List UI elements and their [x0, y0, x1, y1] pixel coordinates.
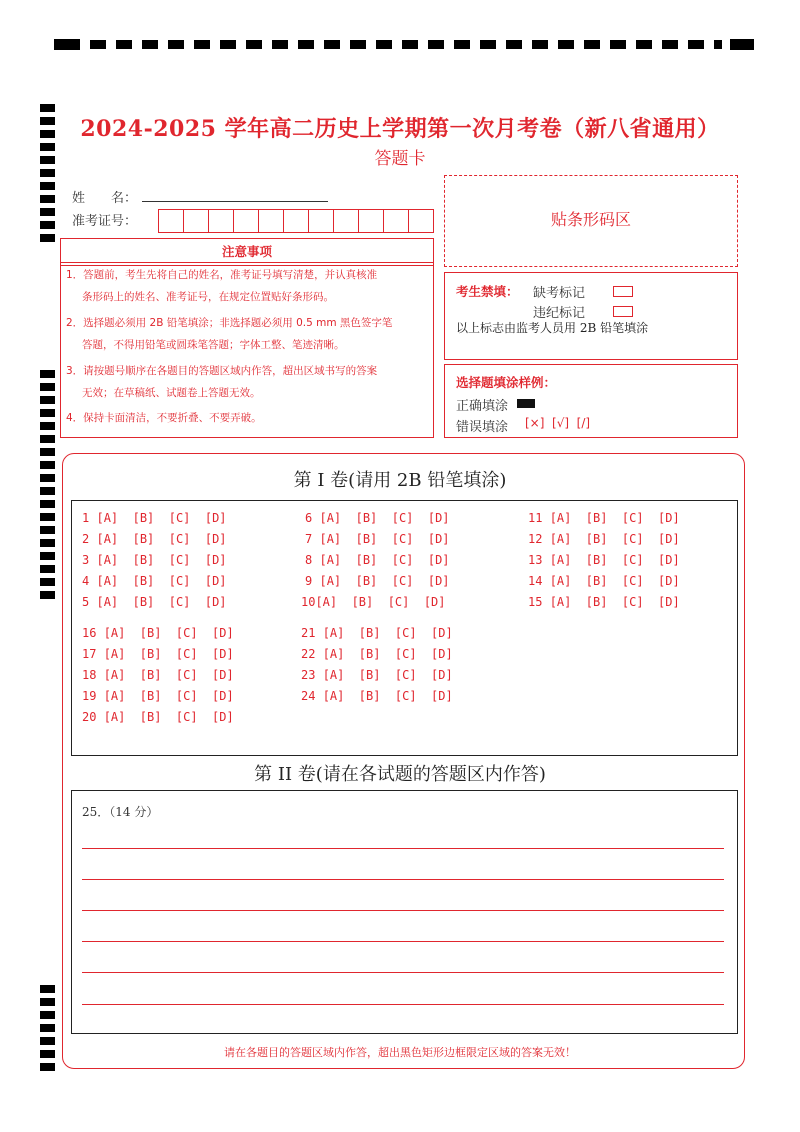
absent-label: 缺考标记 — [533, 286, 586, 301]
answer-line[interactable] — [82, 941, 724, 942]
notice-item-1: 1．答题前，考生先将自己的姓名，准考证号填写清楚，并认真核准 条形码上的姓名、准考证号，在规定位置贴好条形码。 — [66, 269, 378, 303]
forbidden-title: 考生禁填： — [456, 284, 519, 299]
page-subtitle: 答题卡 — [374, 149, 426, 169]
question-22[interactable]: 22 [A] [B] [C] [D] — [301, 647, 453, 661]
section2-title: 第 II 卷(请在各试题的答题区内作答) — [254, 764, 546, 785]
question-19[interactable]: 19 [A] [B] [C] [D] — [82, 689, 234, 703]
answer-line[interactable] — [82, 910, 724, 911]
notice-item-2: 2．选择题必须用 2B 铅笔填涂；非选择题必须用 0.5 mm 黑色签字笔 答题，不得用铅笔或圆珠笔答题；字体工整、笔迹清晰。 — [66, 317, 393, 351]
question-14[interactable]: 14 [A] [B] [C] [D] — [528, 574, 680, 588]
question-5[interactable]: 5 [A] [B] [C] [D] — [82, 595, 227, 609]
barcode-label: 贴条形码区 — [550, 210, 631, 229]
question-20[interactable]: 20 [A] [B] [C] [D] — [82, 710, 234, 724]
absent-checkbox[interactable] — [613, 286, 633, 297]
wrong-label: 错误填涂 — [456, 420, 509, 435]
question-2[interactable]: 2 [A] [B] [C] [D] — [82, 532, 227, 546]
answer-line[interactable] — [82, 848, 724, 849]
question-16[interactable]: 16 [A] [B] [C] [D] — [82, 626, 234, 640]
question-7[interactable]: 7 [A] [B] [C] [D] — [305, 532, 450, 546]
question-1[interactable]: 1 [A] [B] [C] [D] — [82, 511, 227, 525]
notice-title: 注意事项 — [221, 244, 272, 259]
violation-checkbox[interactable] — [613, 306, 633, 317]
question-11[interactable]: 11 [A] [B] [C] [D] — [528, 511, 680, 525]
name-label: 姓 名： — [72, 191, 138, 206]
question-12[interactable]: 12 [A] [B] [C] [D] — [528, 532, 680, 546]
notice-item-4: 4．保持卡面清洁，不要折叠、不要弄破。 — [66, 412, 262, 424]
sample-title: 选择题填涂样例： — [456, 375, 557, 390]
correct-label: 正确填涂 — [456, 399, 509, 414]
answer-line[interactable] — [82, 1004, 724, 1005]
question-15[interactable]: 15 [A] [B] [C] [D] — [528, 595, 680, 609]
question-4[interactable]: 4 [A] [B] [C] [D] — [82, 574, 227, 588]
question-10[interactable]: 10[A] [B] [C] [D] — [301, 595, 446, 609]
forbidden-box — [444, 272, 738, 360]
question-3[interactable]: 3 [A] [B] [C] [D] — [82, 553, 227, 567]
correct-fill-sample — [517, 399, 535, 408]
violation-label: 违纪标记 — [533, 306, 586, 321]
answer-line[interactable] — [82, 972, 724, 973]
question-6[interactable]: 6 [A] [B] [C] [D] — [305, 511, 450, 525]
question-8[interactable]: 8 [A] [B] [C] [D] — [305, 553, 450, 567]
sample-box — [444, 364, 738, 438]
question-18[interactable]: 18 [A] [B] [C] [D] — [82, 668, 234, 682]
wrong-marks: [×] [√] [/] — [525, 416, 591, 430]
id-number-boxes[interactable] — [158, 209, 434, 233]
forbidden-note: 以上标志由监考人员用 2B 铅笔填涂 — [456, 321, 649, 335]
footer-warning: 请在各题目的答题区域内作答，超出黑色矩形边框限定区域的答案无效！ — [224, 1046, 576, 1059]
question-21[interactable]: 21 [A] [B] [C] [D] — [301, 626, 453, 640]
question-23[interactable]: 23 [A] [B] [C] [D] — [301, 668, 453, 682]
question-24[interactable]: 24 [A] [B] [C] [D] — [301, 689, 453, 703]
answer-line[interactable] — [82, 879, 724, 880]
page-title: 2024-2025 学年高二历史上学期第一次月考卷（新八省通用） — [80, 116, 720, 142]
name-underline[interactable] — [142, 201, 328, 202]
question-17[interactable]: 17 [A] [B] [C] [D] — [82, 647, 234, 661]
barcode-area — [444, 175, 738, 267]
section2-box — [71, 790, 738, 1034]
section1-title: 第 I 卷(请用 2B 铅笔填涂) — [293, 470, 507, 491]
question-13[interactable]: 13 [A] [B] [C] [D] — [528, 553, 680, 567]
id-label: 准考证号： — [72, 214, 138, 229]
question-9[interactable]: 9 [A] [B] [C] [D] — [305, 574, 450, 588]
notice-item-3: 3．请按题号顺序在各题目的答题区域内作答，超出区域书写的答案 无效；在草稿纸、试题卷上答题无效。 — [66, 365, 378, 399]
question-25-label: 25．（14 分） — [82, 805, 159, 819]
